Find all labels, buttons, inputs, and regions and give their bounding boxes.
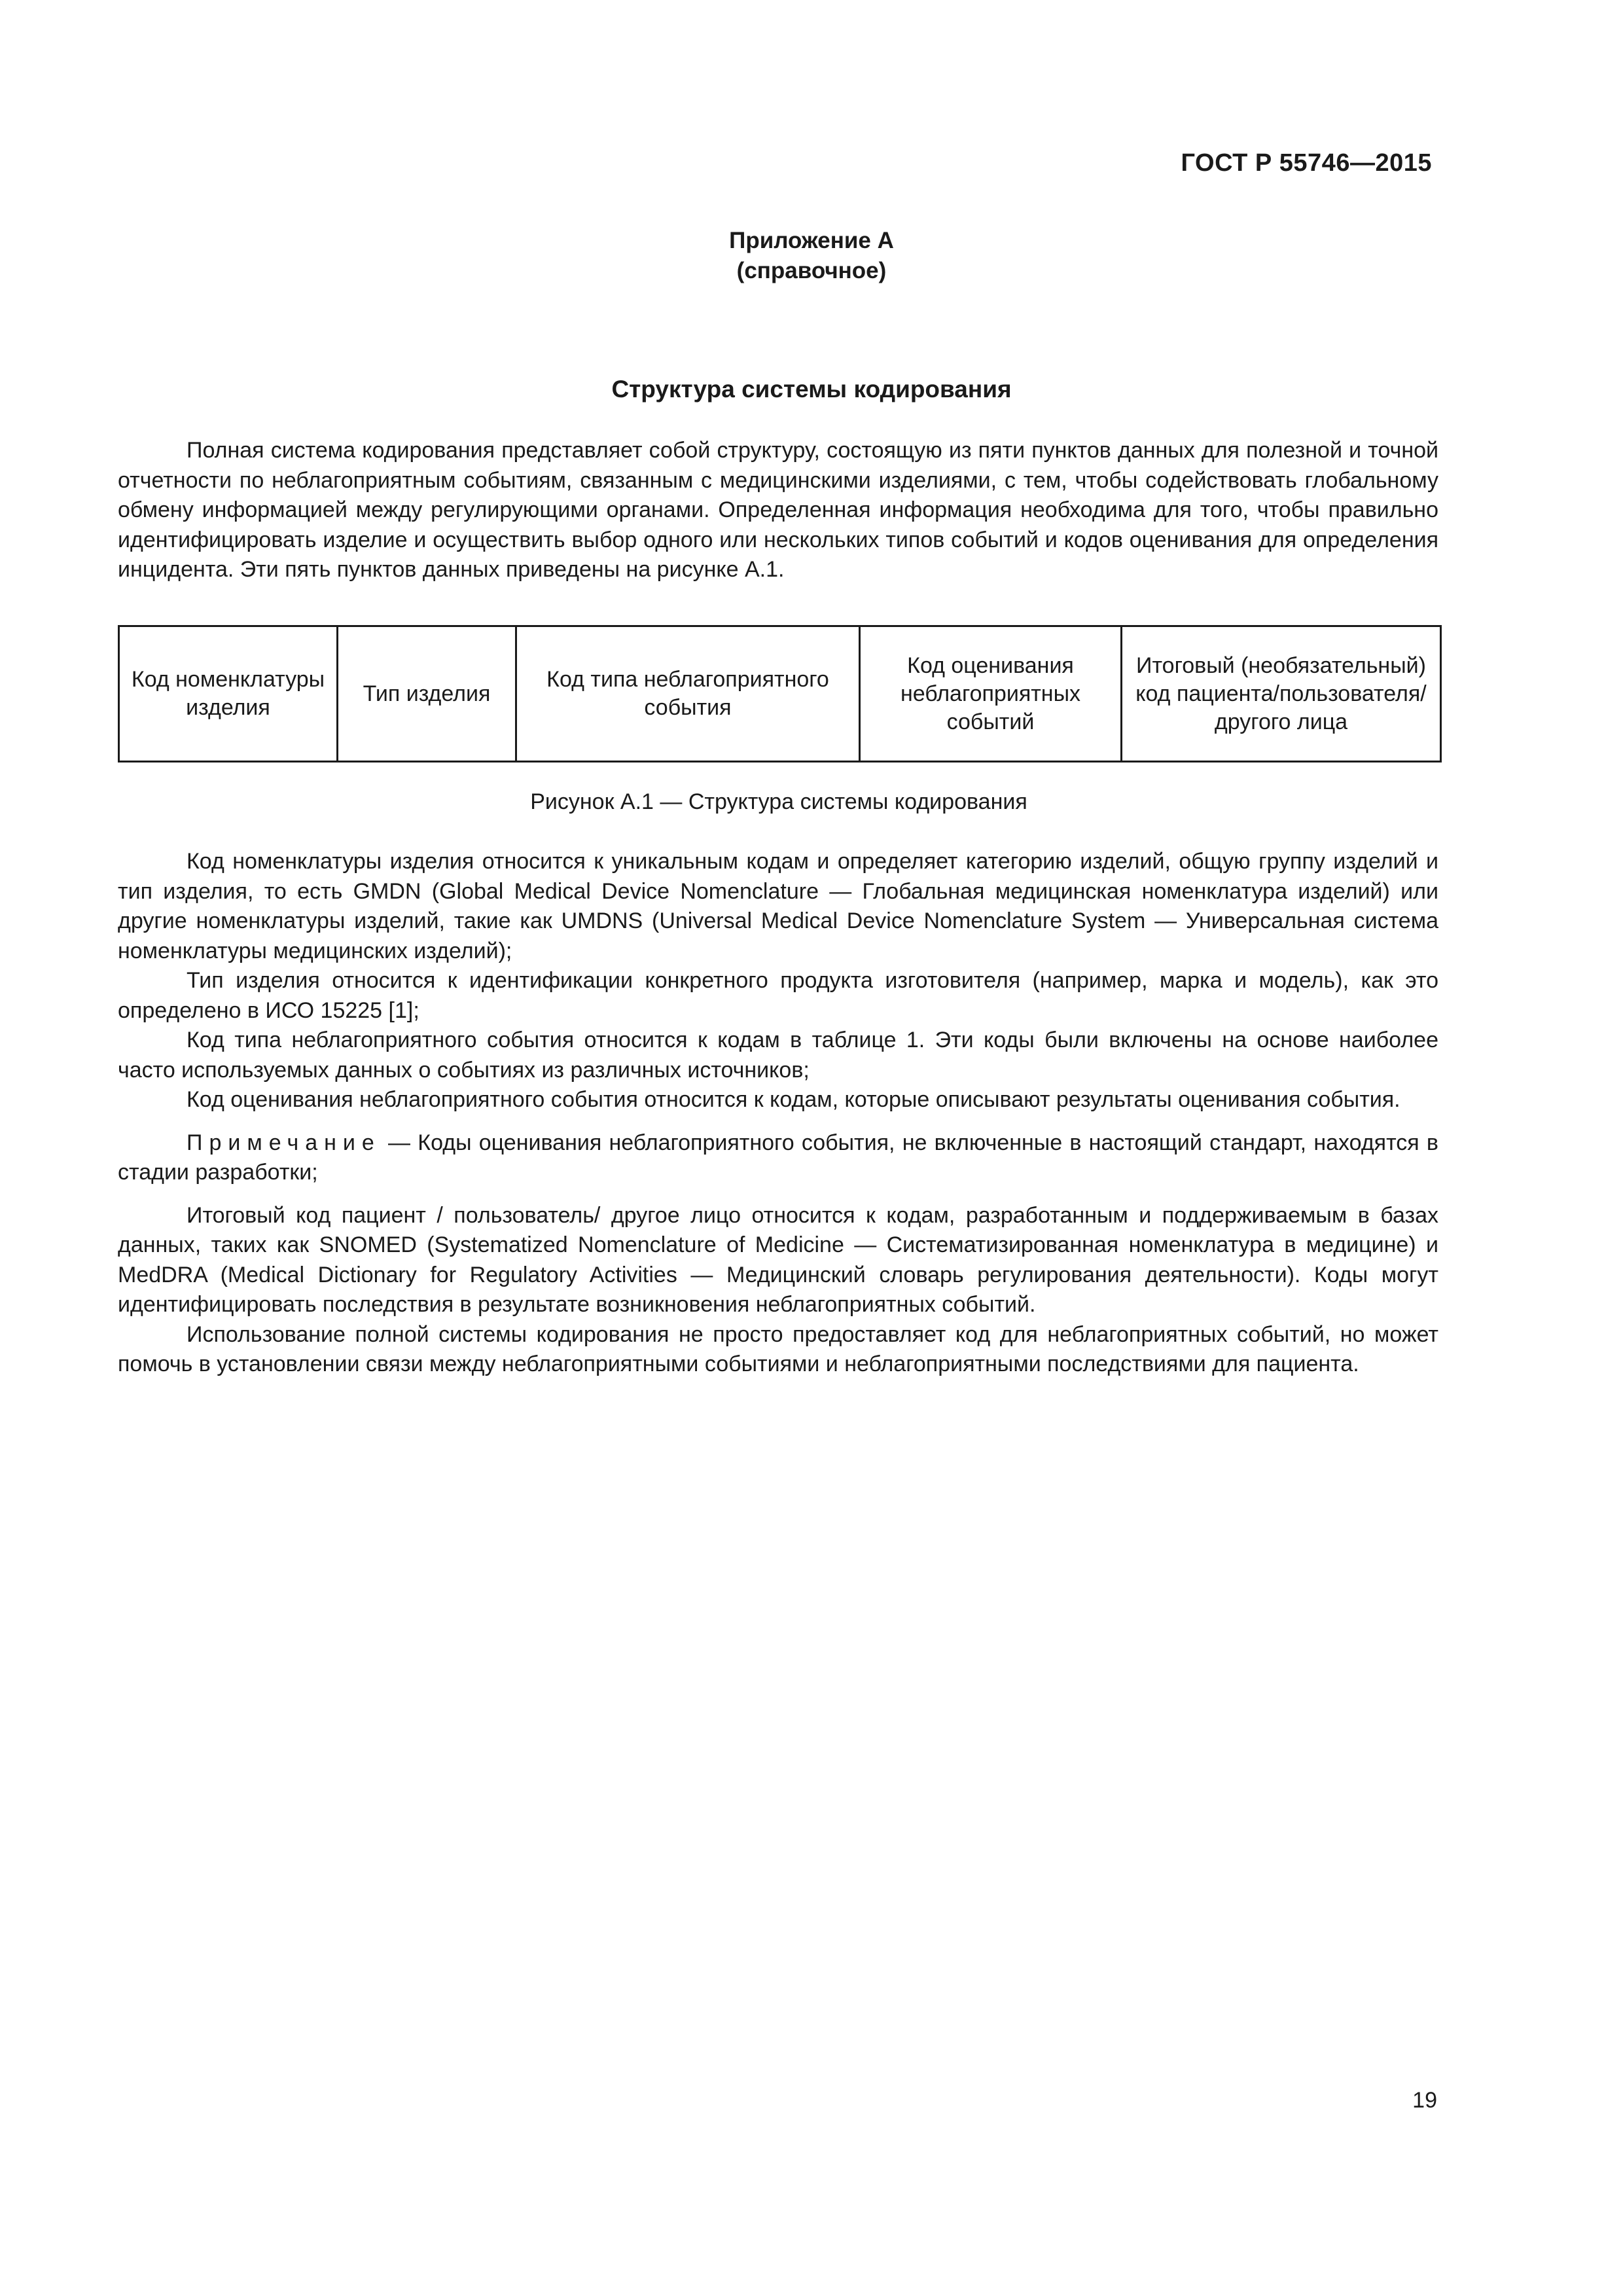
body-paragraph: Тип изделия относится к идентификации конкретного продукта изготовителя (например, марка и модель), как это определено в ИСО 15225 [1]; bbox=[118, 968, 1438, 1023]
figure-cell-event-type-code: Код типа неблагоприятного события bbox=[516, 626, 860, 762]
intro-text bbox=[118, 436, 1438, 585]
body-paragraph: Код номенклатуры изделия относится к уникальным кодам и определяет категорию изделий, общую группу изделий и тип изделия, то есть GMDN (Global Medical Device Nomenclature — Глобальная медицинская номенклатура изделий) или другие номенклатуры изделий, такие как UMDNS (Universal Medical Device Nomenclature System — Универсальная система номенклатуры медицинских изделий); bbox=[118, 849, 1438, 963]
coding-structure-figure bbox=[118, 625, 1442, 762]
figure-cell-outcome-code: Итоговый (необязательный) код пациента/пользователя/ другого лица bbox=[1122, 626, 1441, 762]
figure-caption: Рисунок А.1 — Структура системы кодирования bbox=[530, 789, 1027, 814]
note-text: — Коды оценивания неблагоприятного события, не включенные в настоящий стандарт, находятся в стадии разработки; bbox=[118, 1130, 1438, 1185]
figure-cell-nomenclature-code: Код номенклатуры изделия bbox=[119, 626, 338, 762]
body-paragraph: Использование полной системы кодирования не просто предоставляет код для неблагоприятных событий, но может помочь в установлении связи между неблагоприятными событиями и неблагоприятными последствиями для пациента. bbox=[118, 1321, 1438, 1376]
body-paragraph: Код оценивания неблагоприятного события относится к кодам, которые описывают результаты оценивания события. bbox=[187, 1087, 1400, 1112]
annex-heading bbox=[0, 226, 1623, 286]
figure-cell-device-type: Тип изделия bbox=[338, 626, 516, 762]
body-paragraph: Код типа неблагоприятного события относится к кодам в таблице 1. Эти коды были включены на основе наиболее часто используемых данных о событиях из различных источников; bbox=[118, 1028, 1438, 1083]
annex-status: (справочное) bbox=[736, 258, 887, 283]
document-code: ГОСТ Р 55746—2015 bbox=[1181, 149, 1432, 177]
body-paragraph: Итоговый код пациент / пользователь/ другое лицо относится к кодам, разработанным и поддерживаемым в базах данных, таких как SNOMED (Systematized Nomenclature of Medicine — Систематизированная номенклатура в медицине) и MedDRA (Medical Dictionary for Regulatory Activities — Медицинский словарь регулирования деятельности). Коды могут идентифицировать последствия в результате возникновения неблагоприятных событий. bbox=[118, 1202, 1438, 1317]
note-paragraph bbox=[118, 1128, 1438, 1188]
section-title: Структура системы кодирования bbox=[611, 376, 1012, 403]
figure-cell-evaluation-code: Код оценивания неблагоприятных событий bbox=[860, 626, 1122, 762]
note-label: Примечание bbox=[187, 1130, 381, 1155]
figure-row bbox=[119, 626, 1441, 762]
annex-title: Приложение А bbox=[729, 228, 894, 253]
body-text bbox=[118, 847, 1438, 1380]
page-number: 19 bbox=[1412, 2088, 1437, 2113]
intro-paragraph: Полная система кодирования представляет собой структуру, состоящую из пяти пунктов данных для полезной и точной отчетности по неблагоприятным событиям, связанным с медицинскими изделиями, с тем, чтобы содействовать глобальному обмену информацией между регулирующими органами. Определенная информация необходима для того, чтобы правильно идентифицировать изделие и осуществить выбор одного или нескольких типов событий и кодов оценивания для определения инцидента. Эти пять пунктов данных приведены на рисунке А.1. bbox=[118, 438, 1438, 582]
